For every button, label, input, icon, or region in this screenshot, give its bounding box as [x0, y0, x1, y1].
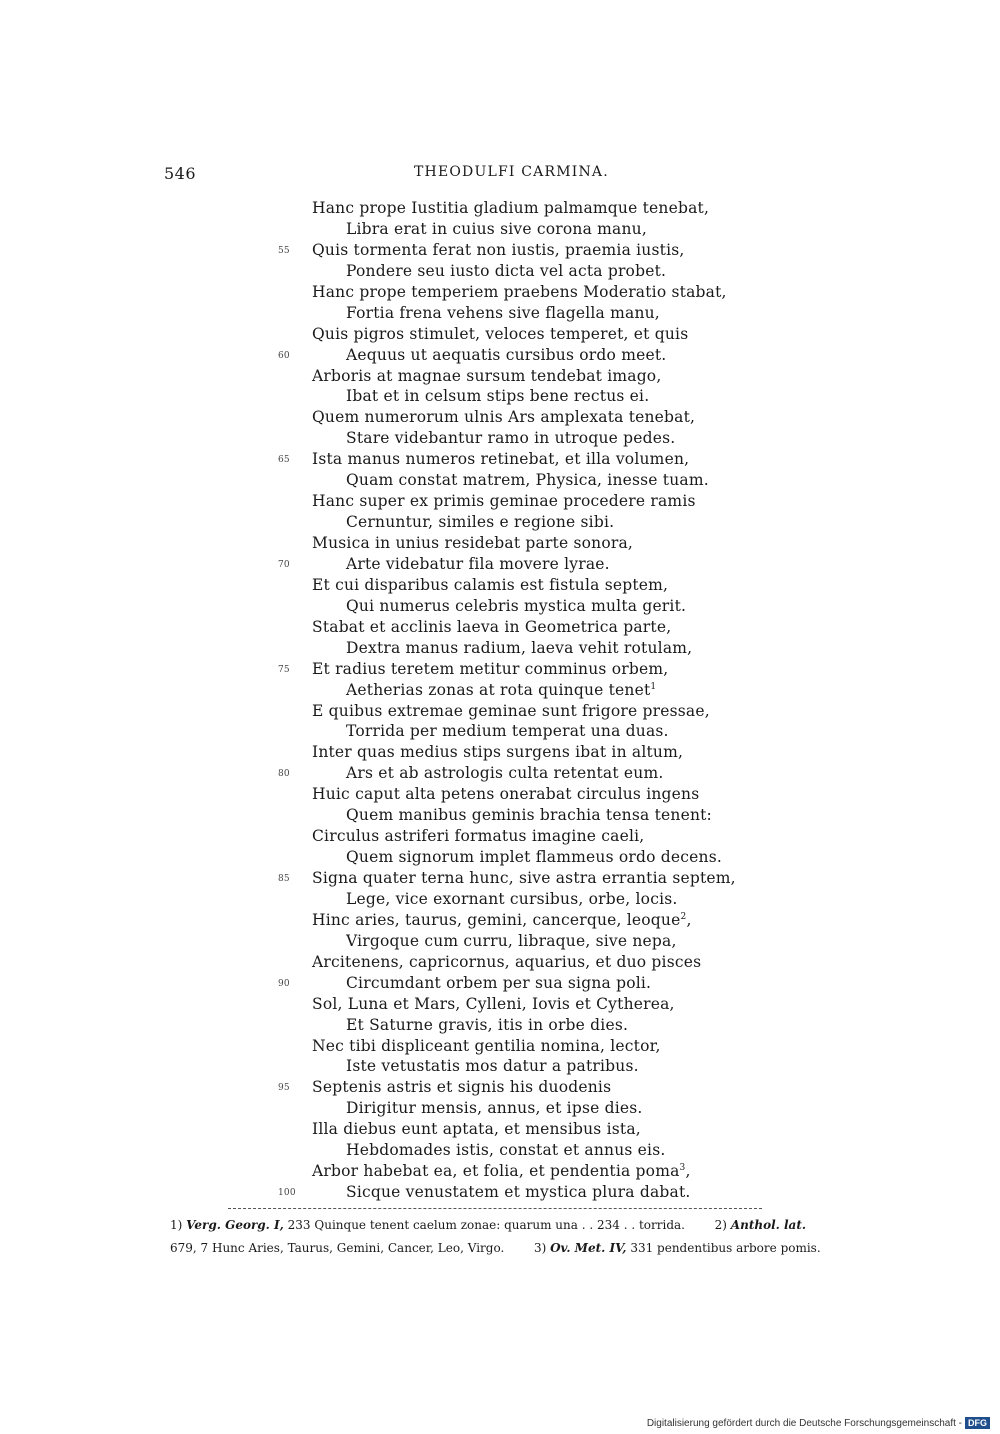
page-number: 546	[164, 164, 197, 183]
verse-text	[346, 1182, 691, 1203]
poem-verses	[270, 198, 770, 1203]
verse-line	[270, 1098, 770, 1119]
footnote-2-source: Anthol. lat.	[730, 1218, 807, 1232]
verse-text	[346, 512, 614, 533]
verse-body: Fortia frena vehens sive flagella manu,	[346, 303, 660, 322]
verse-text	[312, 491, 696, 512]
verse-line	[270, 449, 770, 470]
verse-text	[312, 952, 701, 973]
verse-line	[270, 575, 770, 596]
verse-text	[346, 1098, 643, 1119]
verse-line	[270, 512, 770, 533]
footnote-separator	[228, 1208, 762, 1209]
verse-text	[312, 1036, 661, 1057]
verse-line	[270, 1056, 770, 1077]
verse-text	[312, 449, 689, 470]
verse-text	[346, 1015, 628, 1036]
verse-body: Pondere seu iusto dicta vel acta probet.	[346, 261, 667, 280]
verse-line	[270, 1015, 770, 1036]
digitization-credit	[647, 1417, 990, 1429]
verse-text	[346, 1056, 639, 1077]
verse-body: Sicque venustatem et mystica plura dabat.	[346, 1183, 691, 1202]
footnote-2-mark: 2)	[714, 1218, 727, 1232]
verse-text	[312, 701, 710, 722]
line-number: 80	[278, 769, 290, 780]
verse-body: Ibat et in celsum stips bene rectus ei.	[346, 387, 650, 406]
verse-line	[270, 1119, 770, 1140]
verse-body: Circulus astriferi formatus imagine caeli,	[312, 827, 645, 846]
verse-line	[270, 680, 770, 701]
verse-body: Huic caput alta petens onerabat circulus ingens	[312, 785, 700, 804]
verse-line	[270, 303, 770, 324]
verse-line	[270, 1077, 770, 1098]
verse-line	[270, 345, 770, 366]
footnote-3-source: Ov. Met. IV,	[550, 1241, 627, 1255]
verse-text	[346, 428, 675, 449]
verse-text	[346, 805, 712, 826]
verse-line	[270, 386, 770, 407]
footnote-1-source: Verg. Georg. I,	[186, 1218, 284, 1232]
verse-body: Iste vetustatis mos datur a patribus.	[346, 1057, 639, 1076]
verse-text	[312, 533, 633, 554]
verse-body: Signa quater terna hunc, sive astra errantia septem,	[312, 869, 736, 887]
verse-line	[270, 784, 770, 805]
verse-line	[270, 763, 770, 784]
footnote-1-mark: 1)	[170, 1218, 183, 1232]
verse-text	[346, 931, 677, 952]
verse-line	[270, 282, 770, 303]
footnotes	[170, 1214, 842, 1260]
verse-body: Quis tormenta ferat non iustis, praemia iustis,	[312, 240, 685, 259]
verse-body: Et cui disparibus calamis est fistula septem,	[312, 575, 669, 594]
verse-line	[270, 491, 770, 512]
verse-body: Lege, vice exornant cursibus, orbe, locis.	[346, 889, 678, 908]
verse-line	[270, 994, 770, 1015]
verse-body: Septenis astris et signis his duodenis	[312, 1078, 612, 1097]
verse-body: Hanc prope Iustitia gladium palmamque tenebat,	[312, 199, 710, 217]
verse-text	[312, 1119, 641, 1140]
verse-body: Hebdomades istis, constat et annus eis.	[346, 1141, 666, 1160]
verse-body: Musica in unius residebat parte sonora,	[312, 534, 634, 552]
verse-body: Stabat et acclinis laeva in Geometrica parte,	[312, 617, 672, 636]
verse-text	[312, 617, 671, 638]
footnote-2-text: 679, 7 Hunc Aries, Taurus, Gemini, Cancer, Leo, Virgo.	[170, 1241, 505, 1255]
verse-text	[346, 261, 666, 282]
verse-line	[270, 554, 770, 575]
footnote-reference: 3	[679, 1162, 686, 1173]
verse-line	[270, 721, 770, 742]
verse-body: Illa diebus eunt aptata, et mensibus ista,	[312, 1120, 641, 1139]
verse-body: Quem signorum implet flammeus ordo decens.	[346, 848, 723, 867]
verse-text	[312, 1161, 691, 1182]
verse-text	[346, 680, 656, 701]
verse-body: Aetherias zonas at rota quinque tenet	[346, 680, 651, 699]
verse-line	[270, 261, 770, 282]
verse-text	[312, 198, 709, 219]
verse-body: Aequus ut aequatis cursibus ordo meet.	[346, 345, 667, 364]
verse-body: Hinc aries, taurus, gemini, cancerque, leoque	[312, 910, 681, 929]
footnote-reference: 2	[680, 911, 687, 922]
verse-text	[312, 868, 736, 889]
line-number: 60	[278, 350, 290, 361]
verse-body: Et radius teretem metitur comminus orbem,	[312, 659, 669, 678]
verse-line	[270, 1161, 770, 1182]
verse-body: Hanc super ex primis geminae procedere ramis	[312, 492, 696, 511]
verse-body: Arboris at magnae sursum tendebat imago,	[312, 366, 662, 385]
verse-line	[270, 826, 770, 847]
verse-line	[270, 470, 770, 491]
dfg-logo: DFG	[965, 1417, 990, 1429]
verse-line	[270, 952, 770, 973]
verse-text	[312, 659, 668, 680]
verse-text	[312, 282, 727, 303]
verse-text	[312, 575, 668, 596]
line-number: 95	[278, 1083, 290, 1094]
verse-text	[312, 407, 695, 428]
verse-text	[346, 345, 666, 366]
verse-body: Inter quas medius stips surgens ibat in altum,	[312, 743, 684, 762]
verse-text	[312, 324, 688, 345]
footnote-3-mark: 3)	[533, 1241, 547, 1255]
verse-body: Ars et ab astrologis culta retentat eum.	[346, 764, 664, 783]
verse-line	[270, 638, 770, 659]
verse-body: Arte videbatur fila movere lyrae.	[346, 554, 610, 573]
running-head: THEODULFI CARMINA.	[414, 164, 609, 180]
verse-line	[270, 868, 770, 889]
verse-text	[346, 303, 660, 324]
verse-line	[270, 533, 770, 554]
line-number: 90	[278, 978, 290, 989]
verse-body: Quem manibus geminis brachia tensa tenent:	[346, 806, 712, 825]
verse-text	[312, 742, 683, 763]
verse-text	[346, 638, 692, 659]
verse-text	[346, 721, 669, 742]
verse-line	[270, 407, 770, 428]
verse-body: Hanc prope temperiem praebens Moderatio stabat,	[312, 282, 727, 301]
verse-text	[346, 889, 678, 910]
verse-line	[270, 366, 770, 387]
verse-line	[270, 805, 770, 826]
footnote-line-1	[170, 1214, 842, 1237]
verse-body: Nec tibi displiceant gentilia nomina, lector,	[312, 1036, 661, 1055]
verse-body: Stare videbantur ramo in utroque pedes.	[346, 429, 676, 448]
verse-body: Et Saturne gravis, itis in orbe dies.	[346, 1015, 629, 1034]
verse-punctuation: ,	[686, 910, 692, 929]
verse-text	[346, 219, 647, 240]
verse-text	[346, 470, 709, 491]
verse-line	[270, 198, 770, 219]
verse-body: Ista manus numeros retinebat, et illa volumen,	[312, 450, 690, 469]
verse-line	[270, 1140, 770, 1161]
verse-line	[270, 847, 770, 868]
verse-text	[346, 847, 722, 868]
line-number: 65	[278, 455, 290, 466]
verse-body: Libra erat in cuius sive corona manu,	[346, 219, 647, 238]
verse-text	[312, 1077, 611, 1098]
verse-text	[312, 784, 699, 805]
verse-line	[270, 617, 770, 638]
verse-text	[346, 973, 651, 994]
verse-line	[270, 240, 770, 261]
verse-line	[270, 428, 770, 449]
verse-line	[270, 659, 770, 680]
verse-line	[270, 742, 770, 763]
verse-line	[270, 701, 770, 722]
verse-body: Virgoque cum curru, libraque, sive nepa,	[346, 931, 677, 950]
verse-line	[270, 596, 770, 617]
verse-body: Arbor habebat ea, et folia, et pendentia poma	[312, 1162, 680, 1181]
verse-text	[346, 554, 610, 575]
verse-body: Dextra manus radium, laeva vehit rotulam,	[346, 638, 693, 657]
line-number: 100	[278, 1188, 296, 1199]
verse-body: Quis pigros stimulet, veloces temperet, et quis	[312, 324, 689, 343]
footnote-line-2	[170, 1237, 842, 1260]
verse-text	[346, 763, 664, 784]
line-number: 75	[278, 664, 290, 675]
verse-body: E quibus extremae geminae sunt frigore pressae,	[312, 701, 710, 720]
verse-line	[270, 1036, 770, 1057]
verse-text	[346, 1140, 665, 1161]
verse-line	[270, 931, 770, 952]
verse-punctuation: ,	[685, 1162, 691, 1181]
verse-text	[312, 910, 692, 931]
verse-body: Sol, Luna et Mars, Cylleni, Iovis et Cytherea,	[312, 994, 675, 1013]
verse-line	[270, 324, 770, 345]
verse-body: Dirigitur mensis, annus, et ipse dies.	[346, 1099, 643, 1118]
verse-text	[312, 994, 675, 1015]
verse-line	[270, 973, 770, 994]
verse-line	[270, 1182, 770, 1203]
verse-line	[270, 889, 770, 910]
verse-line	[270, 910, 770, 931]
line-number: 55	[278, 245, 290, 256]
footnote-3-text: 331 pendentibus arbore pomis.	[630, 1241, 821, 1255]
verse-body: Quam constat matrem, Physica, inesse tuam.	[346, 471, 709, 490]
line-number: 85	[278, 874, 290, 884]
verse-body: Torrida per medium temperat una duas.	[346, 722, 669, 741]
footnote-1-text: 233 Quinque tenent caelum zonae: quarum una . . 234 . . torrida.	[287, 1218, 685, 1232]
line-number: 70	[278, 559, 290, 570]
verse-line	[270, 219, 770, 240]
verse-body: Cernuntur, similes e regione sibi.	[346, 513, 615, 532]
verse-text	[312, 366, 661, 387]
verse-body: Arcitenens, capricornus, aquarius, et duo pisces	[312, 952, 702, 971]
verse-text	[346, 596, 686, 617]
verse-body: Qui numerus celebris mystica multa gerit.	[346, 596, 687, 615]
verse-text	[312, 240, 685, 261]
verse-body: Circumdant orbem per sua signa poli.	[346, 973, 652, 992]
verse-text	[346, 386, 649, 407]
footnote-reference: 1	[650, 681, 657, 692]
credit-text: Digitalisierung gefördert durch die Deutsche Forschungsgemeinschaft -	[646, 1417, 962, 1429]
verse-body: Quem numerorum ulnis Ars amplexata tenebat,	[312, 408, 696, 427]
verse-text	[312, 826, 644, 847]
